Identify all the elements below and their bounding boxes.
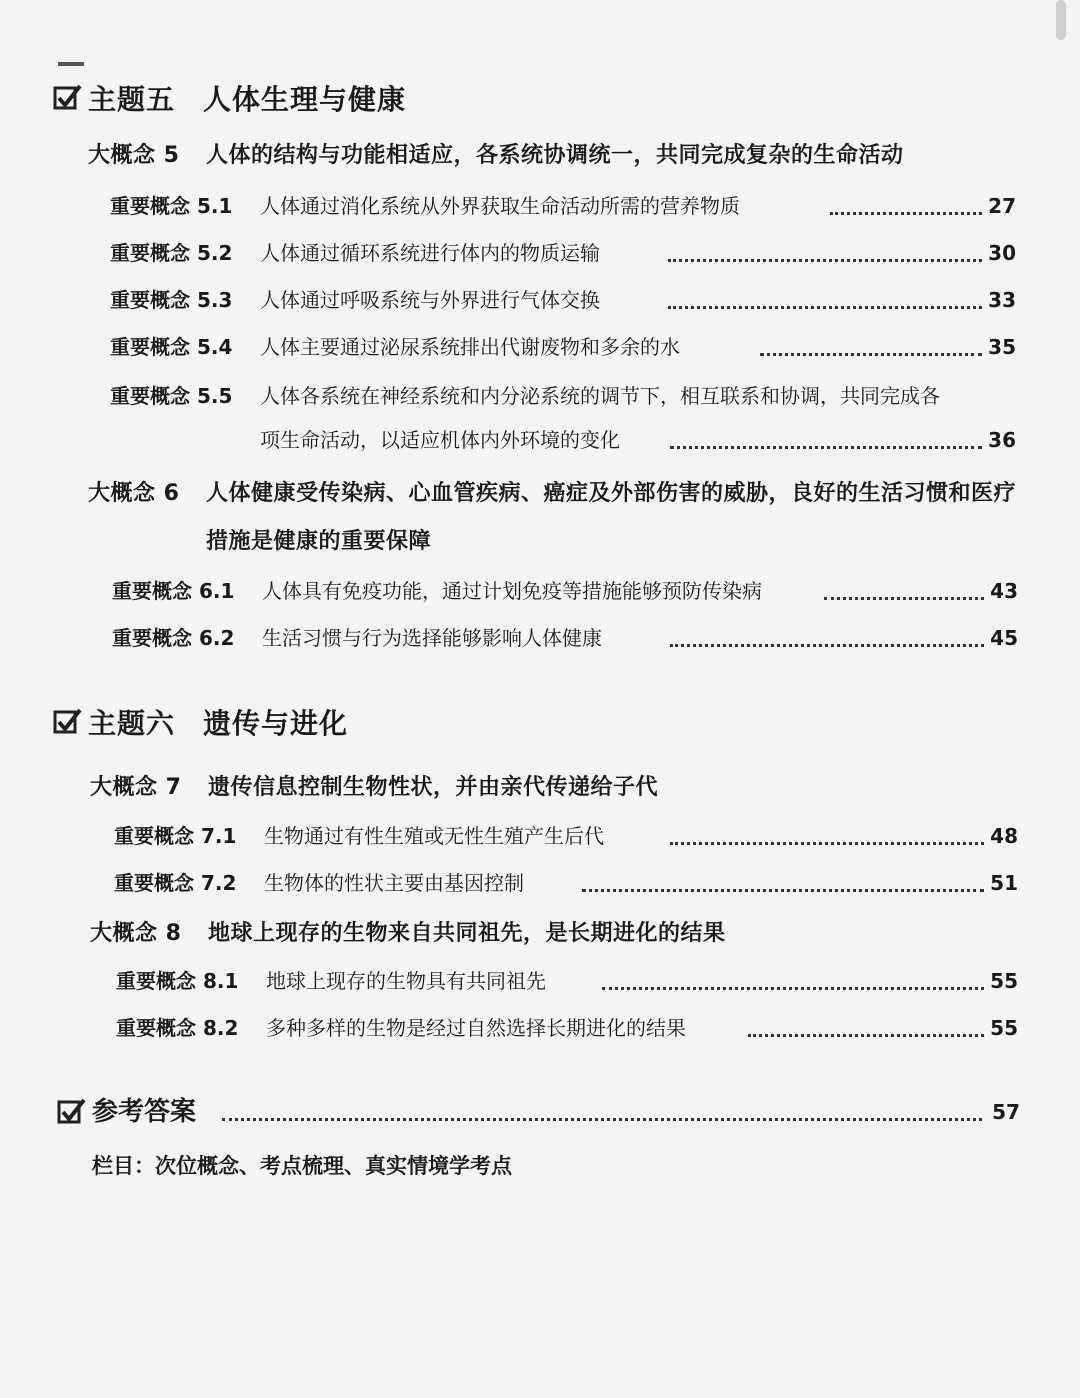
- entry-page: 55: [990, 1016, 1018, 1040]
- big-concept-text: 地球上现存的生物来自共同祖先，是长期进化的结果: [208, 921, 726, 946]
- toc-entry[interactable]: [116, 1008, 1018, 1048]
- big-concept-label: 大概念 7: [90, 775, 182, 800]
- entry-text: 人体主要通过泌尿系统排出代谢废物和多余的水: [260, 335, 680, 359]
- entry-text: 人体具有免疫功能，通过计划免疫等措施能够预防传染病: [262, 579, 762, 603]
- entry-label: 重要概念 7.2: [114, 871, 237, 895]
- checkbox-check-icon: [56, 1097, 86, 1127]
- entry-page: 57: [992, 1100, 1020, 1124]
- toc-entry-answers[interactable]: [56, 1090, 1026, 1134]
- dot-leader: [830, 212, 982, 215]
- toc-entry[interactable]: [110, 186, 1016, 226]
- checkbox-check-icon: [52, 707, 82, 737]
- toc-entry[interactable]: [110, 233, 1016, 273]
- dot-leader: [670, 446, 982, 449]
- entry-text: 地球上现存的生物具有共同祖先: [266, 969, 546, 993]
- dot-leader: [602, 987, 984, 990]
- entry-page: 43: [990, 579, 1018, 603]
- toc-entry[interactable]: [116, 961, 1018, 1001]
- entry-text: 生活习惯与行为选择能够影响人体健康: [262, 626, 602, 650]
- dot-leader: [760, 353, 982, 356]
- big-concept-label: 大概念 6: [88, 481, 180, 506]
- entry-label: 重要概念 8.2: [116, 1016, 239, 1040]
- entry-label: 重要概念 5.4: [110, 335, 233, 359]
- entry-page: 35: [988, 335, 1016, 359]
- theme-label: 主题五: [88, 83, 176, 116]
- entry-page: 51: [990, 871, 1018, 895]
- theme-heading-6: [52, 702, 348, 742]
- entry-text: 人体通过呼吸系统与外界进行气体交换: [260, 288, 600, 312]
- entry-text: 生物通过有性生殖或无性生殖产生后代: [264, 824, 604, 848]
- theme-name: 人体生理与健康: [203, 83, 407, 116]
- theme-heading-5: [52, 78, 406, 118]
- scan-mark: [58, 62, 84, 66]
- answers-title: 参考答案: [92, 1097, 197, 1127]
- dot-leader: [670, 842, 984, 845]
- theme-name: 遗传与进化: [203, 707, 349, 740]
- entry-page: 45: [990, 626, 1018, 650]
- big-concept-text: 遗传信息控制生物性状，并由亲代传递给子代: [208, 775, 659, 800]
- entry-text: 多种多样的生物是经过自然选择长期进化的结果: [266, 1016, 686, 1040]
- toc-entry[interactable]: [110, 280, 1016, 320]
- theme-label: 主题六: [88, 707, 176, 740]
- entry-text: 人体通过循环系统进行体内的物质运输: [260, 241, 600, 265]
- entry-label: 重要概念 6.2: [112, 626, 235, 650]
- scrollbar-thumb[interactable]: [1056, 0, 1066, 40]
- entry-page: 30: [988, 241, 1016, 265]
- big-concept-text: 人体的结构与功能相适应，各系统协调统一，共同完成复杂的生命活动: [206, 143, 904, 168]
- entry-page: 33: [988, 288, 1016, 312]
- entry-text: 生物体的性状主要由基因控制: [264, 871, 524, 895]
- entry-label: 重要概念 5.2: [110, 241, 233, 265]
- entry-text-continued: 项生命活动，以适应机体内外环境的变化: [260, 428, 620, 452]
- toc-entry[interactable]: [110, 376, 1016, 460]
- dot-leader: [748, 1034, 984, 1037]
- entry-text: 人体通过消化系统从外界获取生命活动所需的营养物质: [260, 194, 740, 218]
- dot-leader: [668, 259, 982, 262]
- entry-label: 重要概念 6.1: [112, 579, 235, 603]
- entry-label: 重要概念 5.1: [110, 194, 233, 218]
- entry-label: 重要概念 8.1: [116, 969, 239, 993]
- checkbox-check-icon: [52, 83, 82, 113]
- toc-entry[interactable]: [110, 327, 1016, 367]
- big-concept-label: 大概念 8: [90, 921, 182, 946]
- dot-leader: [582, 889, 984, 892]
- entry-page: 36: [988, 428, 1016, 452]
- entry-page: 55: [990, 969, 1018, 993]
- entry-page: 27: [988, 194, 1016, 218]
- entry-label: 重要概念 5.5: [110, 384, 233, 408]
- entry-label: 重要概念 7.1: [114, 824, 237, 848]
- big-concept-text: 人体健康受传染病、心血管疾病、癌症及外部伤害的威胁，良好的生活习惯和医疗措施是健康的重要保障: [206, 481, 1017, 554]
- toc-entry[interactable]: [112, 571, 1018, 611]
- entry-page: 48: [990, 824, 1018, 848]
- dot-leader: [222, 1118, 982, 1121]
- dot-leader: [824, 597, 984, 600]
- toc-entry[interactable]: [112, 618, 1018, 658]
- entry-text: 人体各系统在神经系统和内分泌系统的调节下，相互联系和协调，共同完成各: [260, 384, 940, 408]
- dot-leader: [668, 306, 982, 309]
- toc-entry[interactable]: [114, 863, 1018, 903]
- big-concept-label: 大概念 5: [88, 143, 180, 168]
- dot-leader: [670, 644, 984, 647]
- columns-note: 栏目：次位概念、考点梳理、真实情境学考点: [92, 1154, 512, 1178]
- toc-entry[interactable]: [114, 816, 1018, 856]
- entry-label: 重要概念 5.3: [110, 288, 233, 312]
